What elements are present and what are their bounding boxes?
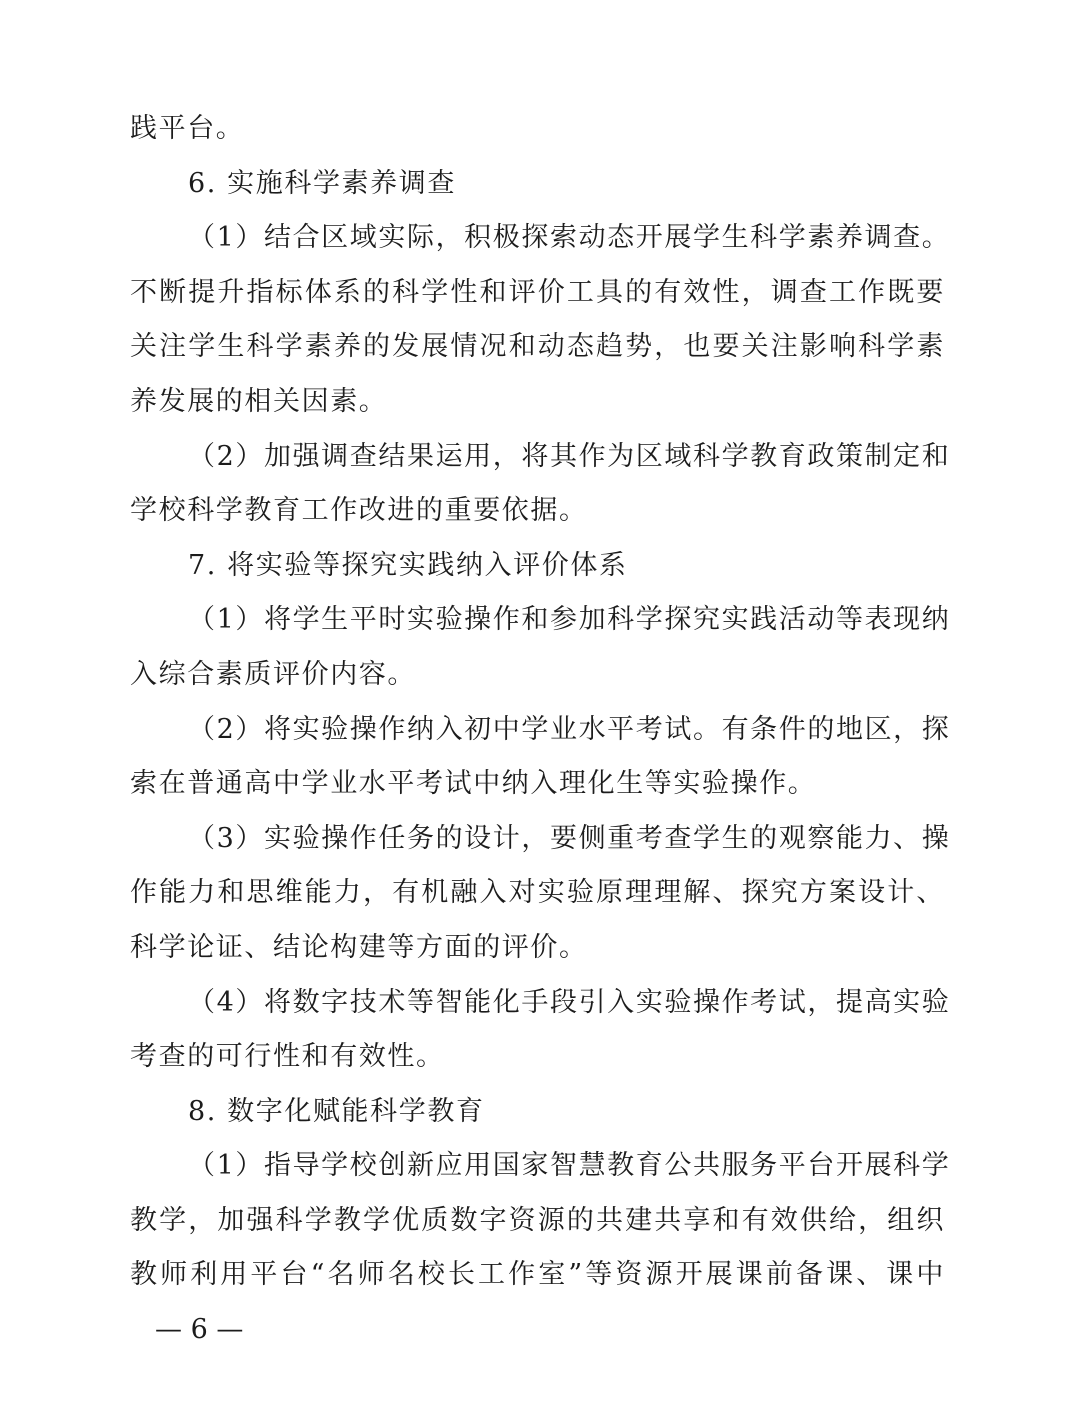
paragraph-line: 入综合素质评价内容。 (130, 658, 416, 690)
paragraph-line: 养发展的相关因素。 (130, 385, 388, 417)
paragraph-line: 索在普通高中学业水平考试中纳入理化生等实验操作。 (130, 768, 817, 800)
paragraph-line: （3）实验操作任务的设计，要侧重考查学生的观察能力、操 (188, 822, 951, 854)
paragraph-line: （4）将数字技术等智能化手段引入实验操作考试，提高实验 (188, 986, 951, 1018)
paragraph-line: （2）加强调查结果运用，将其作为区域科学教育政策制定和 (188, 440, 951, 472)
paragraph-line: （1）结合区域实际，积极探索动态开展学生科学素养调查。 (188, 222, 951, 254)
document-body (130, 102, 951, 1303)
paragraph-line: （2）将实验操作纳入初中学业水平考试。有条件的地区，探 (188, 713, 951, 745)
paragraph-line: 考查的可行性和有效性。 (130, 1041, 445, 1073)
section-heading: 8. 数字化赋能科学教育 (188, 1095, 485, 1127)
section-heading: 7. 将实验等探究实践纳入评价体系 (188, 549, 628, 581)
paragraph-line: 作能力和思维能力，有机融入对实验原理理解、探究方案设计、 (130, 877, 945, 909)
paragraph-line: 学校科学教育工作改进的重要依据。 (130, 495, 588, 527)
paragraph-line: 不断提升指标体系的科学性和评价工具的有效性，调查工作既要 (130, 276, 945, 308)
paragraph-line: 践平台。 (130, 113, 245, 144)
paragraph-line: 教师利用平台“名师名校长工作室”等资源开展课前备课、课中 (130, 1259, 945, 1291)
paragraph-line: 关注学生科学素养的发展情况和动态趋势，也要关注影响科学素 (130, 331, 945, 363)
paragraph-line: 教学，加强科学教学优质数字资源的共建共享和有效供给，组织 (130, 1204, 945, 1236)
section-heading: 6. 实施科学素养调查 (188, 167, 456, 199)
page-number: — 6 — (155, 1314, 244, 1345)
paragraph-line: 科学论证、结论构建等方面的评价。 (130, 931, 588, 963)
paragraph-line: （1）指导学校创新应用国家智慧教育公共服务平台开展科学 (188, 1150, 951, 1182)
paragraph-line: （1）将学生平时实验操作和参加科学探究实践活动等表现纳 (188, 604, 951, 636)
